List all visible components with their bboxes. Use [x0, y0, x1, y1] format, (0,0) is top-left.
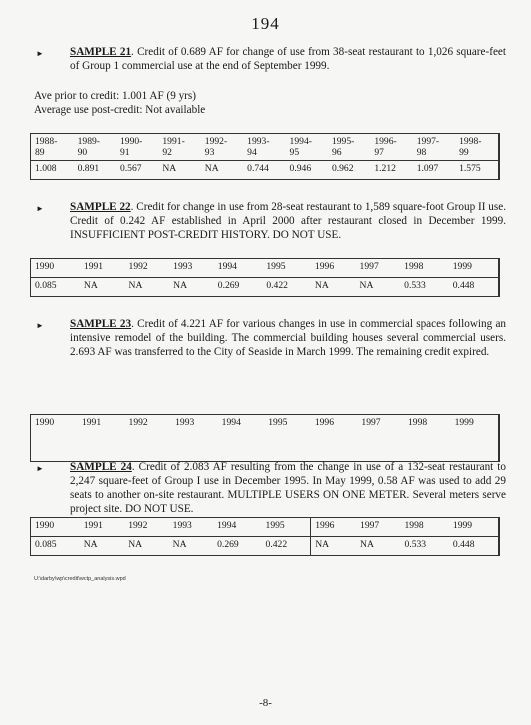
year-cell: 1999 — [454, 417, 474, 428]
avg-post-line: Average use post-credit: Not available — [34, 104, 206, 116]
value-cell: NA — [360, 539, 374, 550]
year-cell: 1990- 91 — [116, 134, 158, 161]
value-cell: 0.448 — [452, 280, 475, 291]
sample-23-table — [30, 414, 500, 462]
year-cell: 1994 — [213, 518, 261, 537]
value-cell: NA — [83, 539, 98, 550]
value-cell: 1.097 — [416, 163, 439, 174]
year-cell: 1990 — [35, 417, 55, 428]
sample-21-paragraph — [36, 45, 506, 73]
year-cell: 1997- 98 — [413, 134, 455, 161]
value-cell: NA — [128, 280, 143, 291]
value-cell: NA — [315, 539, 330, 550]
page-number-top: 194 — [251, 14, 280, 33]
table-header-row — [31, 134, 500, 161]
year-cell: 1996 — [311, 259, 356, 278]
sample-22-body: . Credit for change in use from 28-seat restaurant to 1,589 square-foot Group II use. Credit of 0.242 AF established in April 2000 after restaurant closed in December 1999. INSUFFICIENT POST-CREDIT HISTORY. DO NOT USE. — [70, 201, 506, 241]
value-cell: 1.212 — [374, 163, 396, 174]
value-cell: NA — [359, 280, 374, 291]
year-cell: 1994 — [221, 417, 241, 428]
year-cell: 1993 — [169, 259, 214, 278]
table-row — [31, 433, 500, 462]
year-cell: 1995 — [268, 417, 288, 428]
year-cell: 1997 — [356, 518, 400, 537]
table-row — [31, 278, 500, 297]
year-cell: 1994- 95 — [286, 134, 328, 161]
value-cell: 0.269 — [217, 280, 240, 291]
value-cell: 0.422 — [262, 537, 311, 556]
empty-cell — [31, 433, 500, 462]
year-cell: 1993- 94 — [243, 134, 285, 161]
sample-23-body: . Credit of 4.221 AF for various changes in use in commercial spaces following an intensive remodel of the building. The commercial building houses several commercial users. 2.693 AF was transferred to the City of Seaside in March 1999. The remaining credit expired. — [70, 318, 507, 358]
sample-24-title: SAMPLE 24 — [70, 461, 132, 473]
sample-22-table — [30, 258, 500, 297]
value-cell: 0.448 — [452, 539, 475, 550]
value-cell: NA — [204, 163, 219, 174]
year-cell: 1993 — [175, 417, 195, 428]
sample-21-averages — [34, 89, 205, 117]
sample-24-table — [30, 517, 500, 556]
year-cell: 1995- 96 — [328, 134, 370, 161]
year-cell: 1995 — [262, 259, 311, 278]
sample-23-paragraph — [36, 317, 506, 359]
sample-22-paragraph — [36, 200, 506, 242]
year-cell: 1990 — [31, 518, 80, 537]
value-cell: NA — [162, 163, 177, 174]
year-cell: 1998 — [407, 417, 428, 428]
year-cell: 1991 — [80, 518, 124, 537]
table-row — [31, 161, 500, 180]
year-cell: 1992 — [128, 417, 148, 428]
year-cell: 1993 — [169, 518, 213, 537]
year-cell: 1998- 99 — [455, 134, 499, 161]
year-cell: 1998 — [401, 518, 449, 537]
value-cell: 0.744 — [247, 163, 269, 174]
sample-23-title: SAMPLE 23 — [70, 318, 132, 330]
year-cell: 1990 — [31, 259, 80, 278]
year-cell: 1991 — [80, 259, 125, 278]
value-cell: 0.422 — [266, 280, 288, 291]
year-cell: 1994 — [214, 259, 263, 278]
year-cell: 1991 — [81, 417, 102, 428]
year-cell: 1999 — [449, 259, 499, 278]
year-cell: 1997 — [361, 417, 381, 428]
footer-page-number: -8- — [259, 697, 272, 709]
ave-prior-line: Ave prior to credit: 1.001 AF (9 yrs) — [34, 90, 196, 102]
bullet-icon: ► — [36, 49, 44, 58]
sample-22-title: SAMPLE 22 — [70, 201, 131, 213]
year-cell: 1988- 89 — [31, 134, 74, 161]
year-cell: 1991- 92 — [158, 134, 200, 161]
sample-21-table — [30, 133, 500, 180]
bullet-icon: ► — [36, 204, 44, 213]
table-row — [31, 537, 500, 556]
table-header-row — [31, 415, 500, 434]
value-cell: 0.085 — [35, 280, 57, 291]
value-cell: 0.533 — [404, 280, 426, 291]
sample-24-paragraph — [36, 460, 506, 516]
year-cell: 1989- 90 — [74, 134, 116, 161]
value-cell: NA — [314, 280, 329, 291]
table-header-row — [31, 259, 500, 278]
year-cell: 1992 — [124, 518, 168, 537]
bullet-icon: ► — [36, 321, 44, 330]
file-path: U:\darby\wp\credit\wctp_analysis.wpd — [34, 576, 126, 582]
year-cell: 1992- 93 — [201, 134, 243, 161]
value-cell: 1.575 — [459, 163, 481, 174]
year-cell: 1992 — [125, 259, 170, 278]
year-cell: 1998 — [400, 259, 449, 278]
sample-24-body: . Credit of 2.083 AF resulting from the change in use of a 132-seat restaurant to 2,247 square-feet of Group I use in December 1995. In May 1999, 0.58 AF was used to add 29 seats to another on-site restaurant. MULTIPLE USERS ON ONE METER. Several meters serve project site. DO NOT USE. — [70, 461, 506, 515]
value-cell: NA — [128, 539, 143, 550]
year-cell: 1996 — [311, 518, 356, 537]
value-cell: 1.008 — [35, 163, 57, 174]
value-cell: 0.946 — [289, 163, 312, 174]
value-cell: 0.533 — [404, 539, 427, 550]
year-cell: 1996- 97 — [370, 134, 412, 161]
value-cell: NA — [172, 539, 187, 550]
value-cell: 0.962 — [331, 163, 354, 174]
bullet-icon: ► — [36, 464, 44, 473]
table-header-row — [31, 518, 500, 537]
value-cell: 0.085 — [35, 539, 57, 550]
value-cell: 0.891 — [77, 163, 100, 174]
year-cell: 1996 — [314, 417, 335, 428]
value-cell: 0.567 — [119, 163, 142, 174]
value-cell: 0.269 — [217, 539, 239, 550]
year-cell: 1999 — [449, 518, 499, 537]
year-cell: 1997 — [356, 259, 401, 278]
sample-21-title: SAMPLE 21 — [70, 46, 132, 58]
year-cell: 1995 — [262, 518, 311, 537]
sample-21-body: . Credit of 0.689 AF for change of use from 38-seat restaurant to 1,026 square-feet of Group 1 commercial use at the end of September 1999. — [70, 46, 506, 72]
value-cell: NA — [83, 280, 98, 291]
value-cell: NA — [173, 280, 187, 291]
